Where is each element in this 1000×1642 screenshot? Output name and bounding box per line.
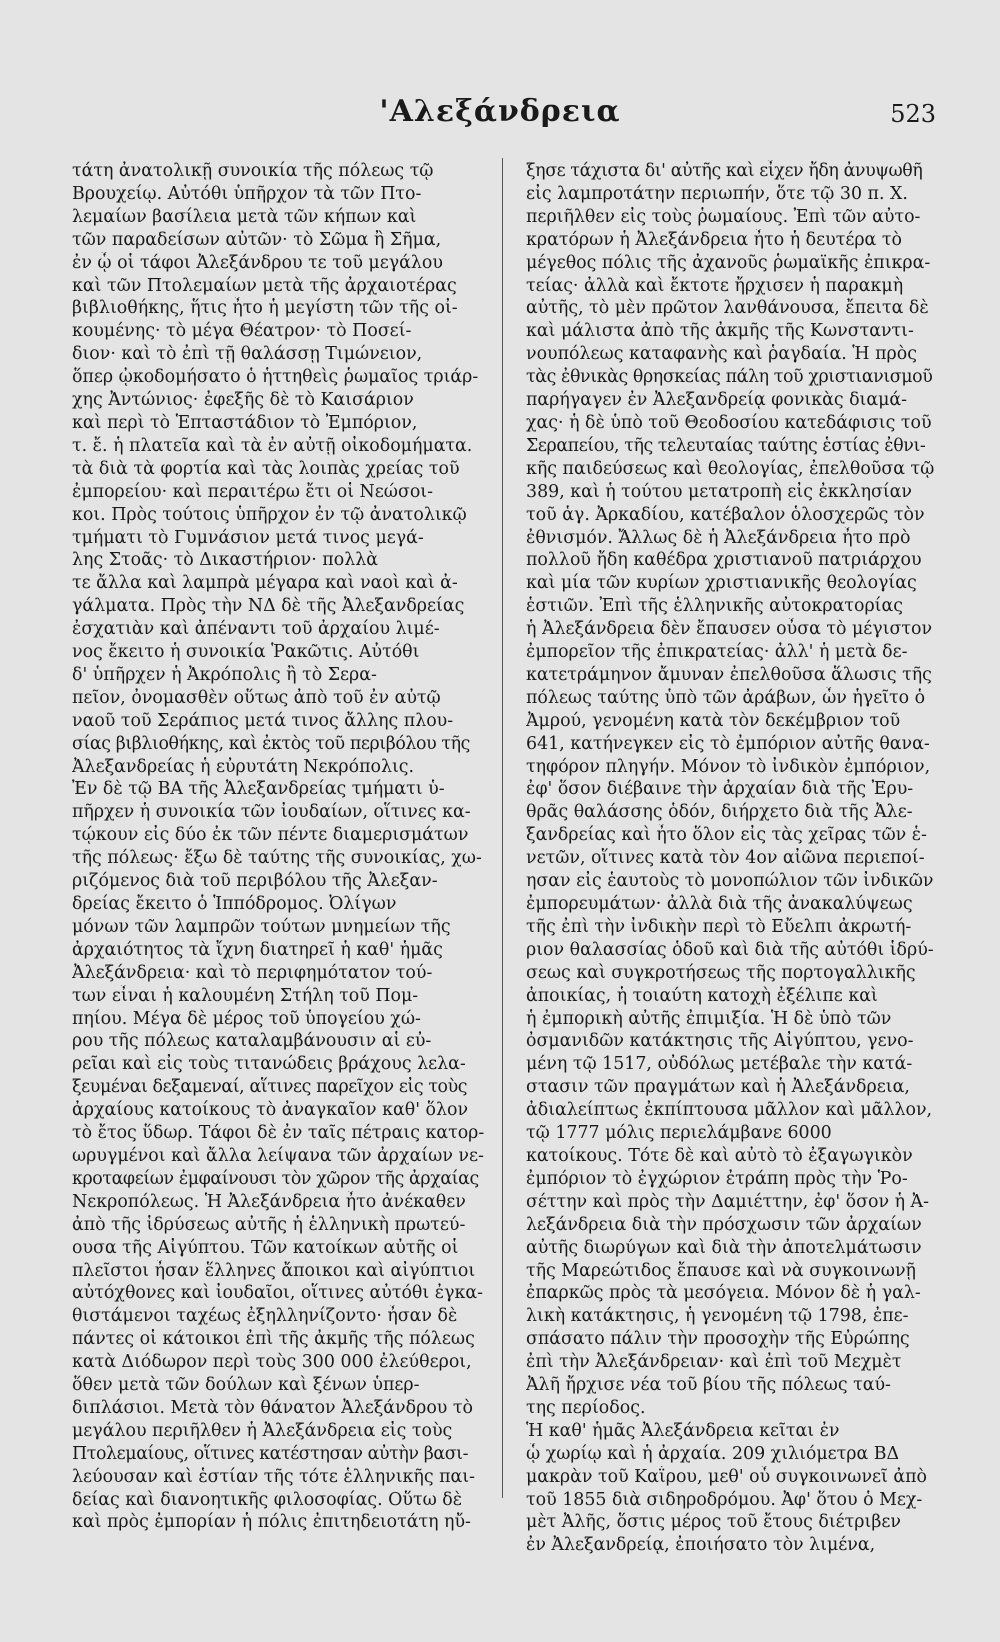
text-line: τοῦ ἁγ. Ἀρκαδίου, κατέβαλον ὁλοσχερῶς τὸν (526, 504, 925, 525)
text-line: 641, κατήνεγκεν εἰς τὸ ἐμπόριον αὐτῆς θανα- (526, 733, 930, 754)
text-line: λικὴ κατάκτησις, ἡ γενομένη τῷ 1798, ἐπε- (526, 1306, 909, 1327)
text-line: Ἀλεξανδρείας ἡ εὐρυτάτη Νεκρόπολις. (72, 756, 415, 777)
text-line: Ἐν δὲ τῷ ΒΑ τῆς Ἀλεξανδρείας τμήματι ὑ- (72, 779, 445, 800)
text-line: της περίοδος. (526, 1397, 646, 1418)
text-line: Ἡ καθ' ἡμᾶς Ἀλεξάνδρεια κεῖται ἐν (526, 1420, 840, 1441)
text-line: ησαν εἰς ἑαυτοὺς τὸ μονοπώλιον τῶν ἰνδικῶν (526, 871, 934, 892)
text-line: τῆς ἐπὶ τὴν ἰνδικὴν περὶ τὸ Εὔελπι ἀκρωτή- (526, 916, 912, 937)
text-line: κοι. Πρὸς τούτοις ὑπῆρχον ἐν τῷ ἀνατολικῷ (72, 504, 467, 525)
column-divider (502, 158, 503, 1498)
text-line: διπλάσιοι. Μετὰ τὸν θάνατον Ἀλεξάνδρου τὸ (72, 1397, 473, 1418)
text-line: τμήματι τὸ Γυμνάσιον μετά τινος μεγά- (72, 527, 424, 548)
text-line: θρᾶς θαλάσσης ὁδόν, διήρχετο διὰ τῆς Ἀλε- (526, 802, 913, 823)
text-line: ἐμπόριον τὸ ἐγχώριον ἐτράπη πρὸς τὴν Ῥο- (526, 1168, 908, 1189)
text-line: διον· καὶ τὸ ἐπὶ τῇ θαλάσσῃ Τιμώνειον, (72, 344, 423, 365)
text-line: πόλεως ταύτης ὑπὸ τῶν ἀράβων, ὧν ἡγεῖτο ὁ (526, 687, 926, 708)
running-header-title: 'Αλεξάνδρεια (379, 94, 621, 129)
text-line: ουσα τῆς Αἰγύπτου. Τῶν κατοίκων αὐτῆς οἱ (72, 1237, 459, 1258)
text-line: αὐτῆς διωρύγων καὶ διὰ τὴν ἀποτελμάτωσιν (526, 1237, 922, 1258)
text-line: ωρυγμένοι καὶ ἄλλα λείψανα τῶν ἀρχαίων νε- (72, 1145, 484, 1166)
text-line: πηίου. Μέγα δὲ μέρος τοῦ ὑπογείου χώ- (72, 1008, 421, 1029)
text-line: ἀποικίας, ἡ τοιαύτη κατοχὴ ἐξέλιπε καὶ (526, 985, 878, 1006)
text-line: βιβλιοθήκης, ἥτις ἦτο ἡ μεγίστη τῶν τῆς οἰ- (72, 298, 458, 319)
text-line: τὸ ἔτος ὕδωρ. Τάφοι δὲ ἐν ταῖς πέτραις κατορ- (72, 1123, 484, 1144)
text-line: Νεκροπόλεως. Ἡ Ἀλεξάνδρεια ἦτο ἀνέκαθεν (72, 1191, 466, 1212)
text-line: πεῖον, ὀνομασθὲν οὕτως ἀπὸ τοῦ ἐν αὐτῷ (72, 687, 441, 708)
text-line: τῷ 1777 μόλις περιελάμβανε 6000 (526, 1123, 832, 1144)
text-line: θιστάμενοι ταχέως ἐξηλληνίζοντο· ἦσαν δὲ (72, 1306, 458, 1327)
text-line: σεως καὶ συγκροτήσεως τῆς πορτογαλλικῆς (526, 962, 916, 983)
text-line: στασιν τῶν πραγμάτων καὶ ἡ Ἀλεξάνδρεια, (526, 1077, 910, 1098)
text-line: ἐφ' ὅσον διέβαινε τὴν ἀρχαίαν διὰ τῆς Ἐρυ- (526, 779, 914, 800)
text-line: ἐπαρκῶς πρὸς τὰ μεσόγεια. Μόνον δὲ ἡ γαλ- (526, 1283, 921, 1304)
text-line: ἐν Ἀλεξανδρείᾳ, ἐποιήσατο τὸν λιμένα, (526, 1535, 876, 1556)
text-line: χης Ἀντώνιος· ἐφεξῆς δὲ τὸ Καισάριον (72, 390, 414, 411)
text-line: ἑστιῶν. Ἐπὶ τῆς ἑλληνικῆς αὐτοκρατορίας (526, 596, 903, 617)
text-line: ριζόμενος διὰ τοῦ περιβόλου τῆς Ἀλεξαν- (72, 871, 438, 892)
text-line: ὅπερ ᾠκοδομήσατο ὁ ἡττηθεὶς ῥωμαῖος τριάρ- (72, 367, 479, 388)
text-line: ἐμπορεῖον τῆς ἐπικρατείας· ἀλλ' ἡ μετὰ δε- (526, 642, 908, 663)
text-line: χας· ἡ δὲ ὑπὸ τοῦ Θεοδοσίου κατεδάφισις τοῦ (526, 412, 932, 433)
text-line: γάλματα. Πρὸς τὴν ΝΔ δὲ τῆς Ἀλεξανδρείας (72, 596, 465, 617)
text-line: σέττην καὶ πρὸς τὴν Δαμιέττην, ἐφ' ὅσον ἡ Ἀ- (526, 1191, 929, 1212)
text-line: μέγεθος πόλις τῆς ἀχανοῦς ῥωμαϊκῆς ἐπικρα- (526, 252, 931, 273)
text-line: καὶ περὶ τὸ Ἑπταστάδιον τὸ Ἐμπόριον, (72, 412, 418, 433)
text-line: λεμαίων βασίλεια μετὰ τῶν κήπων καὶ (72, 206, 417, 227)
text-line: τῆς πόλεως· ἔξω δὲ ταύτης τῆς συνοικίας, χω- (72, 848, 482, 869)
text-line: τείας· ἀλλὰ καὶ ἔκτοτε ἤρχισεν ἡ παρακμὴ (526, 275, 904, 296)
text-line: περιῆλθεν εἰς τοὺς ῥωμαίους. Ἐπὶ τῶν αὐτο- (526, 206, 921, 227)
text-line: καὶ μάλιστα ἀπὸ τῆς ἀκμῆς τῆς Κωνσταντι- (526, 321, 914, 342)
text-line: κατοίκους. Τότε δὲ καὶ αὐτὸ τὸ ἐξαγωγικὸν (526, 1145, 913, 1166)
text-line: ὅθεν μετὰ τῶν δούλων καὶ ξένων ὑπερ- (72, 1375, 420, 1396)
text-line: ἐσχατιὰν καὶ ἀπέναντι τοῦ ἀρχαίου λιμέ- (72, 619, 440, 640)
text-line: λης Στοᾶς· τὸ Δικαστήριον· πολλὰ (72, 550, 378, 571)
text-line: των εἶναι ἡ καλουμένη Στήλη τοῦ Πομ- (72, 985, 419, 1006)
text-line: πολλοῦ ἤδη καθέδρα χριστιανοῦ πατριάρχου (526, 550, 922, 571)
text-line: αὐτῆς, τὸ μὲν πρῶτον λανθάνουσα, ἔπειτα δὲ (526, 298, 929, 319)
text-line: αὐτόχθονες καὶ ἰουδαῖοι, οἵτινες αὐτόθι ἐγκα- (72, 1283, 483, 1304)
text-line: πλεῖστοι ἦσαν ἕλληνες ἄποικοι καὶ αἰγύπτιοι (72, 1260, 476, 1281)
text-line: πάντες οἱ κάτοικοι ἐπὶ τῆς ἀκμῆς τῆς πόλεως (72, 1329, 475, 1350)
text-line: ἐθνισμόν. Ἄλλως δὲ ἡ Ἀλεξάνδρεια ἦτο πρὸ (526, 527, 911, 548)
left-text-column (72, 160, 484, 1534)
text-line: ριον θαλασσίας ὁδοῦ καὶ διὰ τῆς αὐτόθι ἱδρύ- (526, 939, 934, 960)
text-line: ᾧ χωρίῳ καὶ ἡ ἀρχαία. 209 χιλιόμετρα ΒΔ (526, 1443, 900, 1464)
text-line: τηφόρον πληγήν. Μόνον τὸ ἰνδικὸν ἐμπόριον, (526, 756, 931, 777)
text-line: ρεῖαι καὶ εἰς τοὺς τιτανώδεις βράχους λελα- (72, 1054, 466, 1075)
text-line: νετῶν, οἵτινες κατὰ τὸν 4ον αἰῶνα περιεποί- (526, 848, 925, 869)
page-number: 523 (890, 100, 936, 128)
text-line: τὰς ἐθνικὰς θρησκείας πάλη τοῦ χριστιανισμοῦ (526, 367, 933, 388)
text-line: παρήγαγεν ἐν Ἀλεξανδρείᾳ φονικὰς διαμά- (526, 390, 908, 411)
text-line: ναοῦ τοῦ Σεράπιος μετά τινος ἄλλης πλου- (72, 710, 454, 731)
text-line: ξανδρείας καὶ ἦτο ὅλον εἰς τὰς χεῖρας τῶν ἑ- (526, 825, 927, 846)
text-line: κουμένης· τὸ μέγα Θέατρον· τὸ Ποσεί- (72, 321, 412, 342)
text-line: Βρουχείῳ. Αὐτόθι ὑπῆρχον τὰ τῶν Πτο- (72, 183, 422, 204)
text-line: δείας καὶ διανοητικῆς φιλοσοφίας. Οὕτω δὲ (72, 1489, 463, 1510)
text-line: Πτολεμαίους, οἵτινες κατέστησαν αὐτὴν βασι- (72, 1443, 469, 1464)
text-line: σπάσατο πάλιν τὴν προσοχὴν τῆς Εὐρώπης (526, 1329, 910, 1350)
text-line: καὶ πρὸς ἐμπορίαν ἡ πόλις ἐπιτηδειοτάτη ηὔ- (72, 1512, 471, 1533)
text-line: 389, καὶ ἡ τούτου μετατροπὴ εἰς ἐκκλησίαν (526, 481, 912, 502)
text-line: μένη τῷ 1517, οὐδόλως μετέβαλε τὴν κατά- (526, 1054, 913, 1075)
text-line: τὰ διὰ τὰ φορτία καὶ τὰς λοιπὰς χρείας τοῦ (72, 458, 460, 479)
text-line: Σεραπείου, τῆς τελευταίας ταύτης ἑστίας ἐθνι- (526, 435, 926, 456)
text-line: τῶν παραδείσων αὐτῶν· τὸ Σῶμα ἢ Σῆμα, (72, 229, 442, 250)
text-line: κῆς παιδεύσεως καὶ θεολογίας, ἐπελθοῦσα τῷ (526, 458, 935, 479)
text-line: τ. ἔ. ἡ πλατεῖα καὶ τὰ ἐν αὐτῇ οἰκοδομήματα. (72, 435, 473, 456)
right-text-column (526, 160, 938, 1557)
text-line: ἀπὸ τῆς ἱδρύσεως αὐτῆς ἡ ἑλληνικὴ πρωτεύ- (72, 1214, 466, 1235)
text-line: νουπόλεως καταφανὴς καὶ ῥαγδαία. Ἡ πρὸς (526, 344, 917, 365)
text-line: σίας βιβλιοθήκης, καὶ ἐκτὸς τοῦ περιβόλου τῆς (72, 733, 470, 754)
text-line: τοῦ 1855 διὰ σιδηροδρόμου. Ἀφ' ὅτου ὁ Μεχ- (526, 1489, 923, 1510)
text-line: Ἀλεξάνδρεια· καὶ τὸ περιφημότατον τού- (72, 962, 433, 983)
text-line: μακρὰν τοῦ Καΐρου, μεθ' οὗ συγκοινωνεῖ ἀπὸ (526, 1466, 928, 1487)
text-line: δ' ὑπῆρχεν ἡ Ἀκρόπολις ἢ τὸ Σερα- (72, 664, 377, 685)
text-line: εἰς λαμπροτάτην περιωπήν, ὅτε τῷ 30 π. Χ. (526, 183, 908, 204)
text-line: καὶ τῶν Πτολεμαίων μετὰ τῆς ἀρχαιοτέρας (72, 275, 457, 296)
text-line: μὲτ Ἀλῆς, ὅστις μέρος τοῦ ἔτους διέτριβεν (526, 1512, 901, 1533)
text-line: ἐμπορευμάτων· ἀλλὰ διὰ τῆς ἀνακαλύψεως (526, 894, 913, 914)
text-line: ὀσμανιδῶν κατάκτησις τῆς Αἰγύπτου, γενο- (526, 1031, 914, 1052)
text-line: ἡ Ἀλεξάνδρεια δὲν ἔπαυσεν οὖσα τὸ μέγιστον (526, 619, 933, 640)
text-line: μεγάλου περιῆλθεν ἡ Ἀλεξάνδρεια εἰς τοὺς (72, 1420, 453, 1441)
text-line: κατὰ Διόδωρον περὶ τοὺς 300 000 ἐλεύθεροι, (72, 1352, 472, 1373)
text-line: ἐπὶ τὴν Ἀλεξάνδρειαν· καὶ ἐπὶ τοῦ Μεχμὲτ (526, 1352, 902, 1373)
text-line: δρείας ἔκειτο ὁ Ἱππόδρομος. Ὀλίγων (72, 894, 397, 914)
text-line: ξευμέναι δεξαμεναί, αἵτινες παρεῖχον εἰς τοὺς (72, 1077, 468, 1098)
text-line: ἐμπορείου· καὶ περαιτέρω ἔτι οἱ Νεώσοι- (72, 481, 433, 502)
text-line: λεξάνδρεια διὰ τὴν πρόσχωσιν τῶν ἀρχαίων (526, 1214, 922, 1235)
text-line: Ἀλῆ ἤρχισε νέα τοῦ βίου τῆς πόλεως ταύ- (526, 1375, 891, 1396)
text-line: τε ἄλλα καὶ λαμπρὰ μέγαρα καὶ ναοὶ καὶ ἀ- (72, 573, 458, 594)
text-line: ἀρχαιότητος τὰ ἴχνη διατηρεῖ ἡ καθ' ἡμᾶς (72, 939, 443, 960)
text-line: ἡ ἐμπορικὴ αὐτῆς ἐπιμιξία. Ἡ δὲ ὑπὸ τῶν (526, 1008, 892, 1029)
text-line: τάτη ἀνατολικῇ συνοικία τῆς πόλεως τῷ (72, 161, 434, 181)
text-line: μόνων τῶν λαμπρῶν τούτων μνημείων τῆς (72, 916, 451, 937)
text-line: καὶ μία τῶν κυρίων χριστιανικῆς θεολογίας (526, 573, 917, 594)
text-line: ἐν ᾧ οἱ τάφοι Ἀλεξάνδρου τε τοῦ μεγάλου (72, 252, 443, 273)
text-line: λεύουσαν καὶ ἑστίαν τῆς τότε ἑλληνικῆς παι- (72, 1466, 475, 1487)
text-line: τῆς Μαρεώτιδος ἔπαυσε καὶ νὰ συγκοινωνῇ (526, 1260, 916, 1281)
text-line: νος ἔκειτο ἡ συνοικία Ῥακῶτις. Αὐτόθι (72, 642, 420, 663)
text-line: ξησε τάχιστα δι' αὐτῆς καὶ εἶχεν ἤδη ἀνυψωθῆ (526, 161, 923, 181)
text-line: ἀρχαίους κατοίκους τὸ ἀναγκαῖον καθ' ὅλον (72, 1100, 469, 1121)
text-line: κροταφείων ἐμφαίνουσι τὸν χῶρον τῆς ἀρχαίας (72, 1168, 479, 1189)
text-line: Ἀμρού, γενομένη κατὰ τὸν δεκέμβριον τοῦ (526, 710, 901, 731)
text-line: κατετράμηνον ἄμυναν ἐπελθοῦσα ἅλωσις τῆς (526, 664, 932, 685)
text-line: ρου τῆς πόλεως καταλαμβάνουσιν αἱ εὐ- (72, 1031, 432, 1052)
text-line: πῆρχεν ἡ συνοικία τῶν ἰουδαίων, οἵτινες κα- (72, 802, 471, 823)
text-line: τῴκουν εἰς δύο ἐκ τῶν πέντε διαμερισμάτων (72, 825, 469, 846)
text-line: κρατόρων ἡ Ἀλεξάνδρεια ἦτο ἡ δευτέρα τὸ (526, 229, 902, 250)
text-line: ἀδιαλείπτως ἐκπίπτουσα μᾶλλον καὶ μᾶλλον, (526, 1100, 933, 1121)
